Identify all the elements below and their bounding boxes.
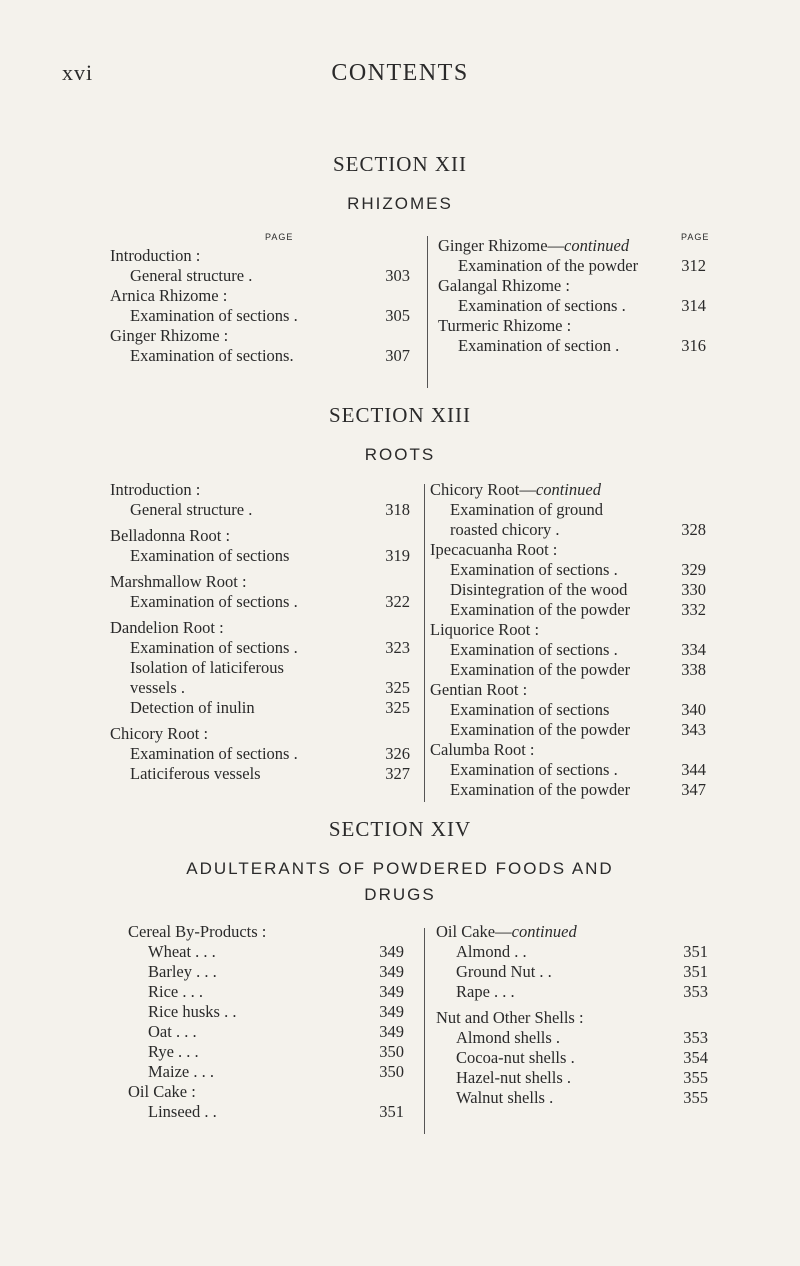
- entry-title: General structure .: [130, 500, 253, 519]
- toc-entry: [128, 1102, 404, 1122]
- entry-page-number: 328: [681, 520, 706, 539]
- entry-title: Galangal Rhizome :: [438, 276, 570, 295]
- toc-entry: [110, 744, 410, 764]
- entry-title: Liquorice Root :: [430, 620, 540, 639]
- continued-heading: Oil Cake—continued: [436, 922, 577, 941]
- toc-entry: [438, 256, 706, 276]
- entry-title: Oat . . .: [148, 1022, 197, 1041]
- toc-subheading: [110, 480, 410, 500]
- entry-page-number: 312: [681, 256, 706, 275]
- entry-title: Isolation of laticiferous: [130, 658, 284, 677]
- toc-subheading: [430, 740, 706, 760]
- toc-column-left: [128, 922, 404, 1122]
- entry-page-number: 344: [681, 760, 706, 779]
- section-14-heading: [0, 817, 800, 908]
- toc-subheading: [110, 658, 410, 678]
- continued-heading: Ginger Rhizome—continued: [438, 236, 630, 255]
- toc-entry: [436, 982, 708, 1002]
- toc-entry: [110, 698, 410, 718]
- entry-page-number: 349: [379, 982, 404, 1001]
- toc-entry: [438, 336, 706, 356]
- toc-entry: [436, 1068, 708, 1088]
- entry-title: roasted chicory .: [450, 520, 560, 539]
- toc-entry: [430, 780, 706, 800]
- entry-page-number: 307: [385, 346, 410, 365]
- toc-subheading: [436, 1008, 708, 1028]
- section-13-toc: [0, 480, 800, 810]
- toc-entry: [436, 962, 708, 982]
- toc-entry: [110, 266, 410, 286]
- entry-title: Examination of the powder: [450, 720, 631, 739]
- entry-page-number: 350: [379, 1062, 404, 1081]
- toc-column-right: [438, 236, 706, 356]
- entry-page-number: 319: [385, 546, 410, 565]
- entry-title: Ipecacuanha Root :: [430, 540, 558, 559]
- toc-entry: [430, 560, 706, 580]
- toc-entry: [110, 764, 410, 784]
- toc-entry: [110, 346, 410, 366]
- toc-entry: [430, 520, 706, 540]
- section-number: SECTION XII: [332, 152, 468, 176]
- entry-title: Arnica Rhizome :: [110, 286, 228, 305]
- section-13-heading: [0, 403, 800, 468]
- toc-entry: [110, 500, 410, 520]
- entry-page-number: 318: [385, 500, 410, 519]
- entry-title: Almond shells .: [456, 1028, 561, 1047]
- entry-title: Examination of the powder: [450, 780, 631, 799]
- toc-entry: [436, 942, 708, 962]
- toc-subheading: [438, 276, 706, 296]
- toc-column-left: [110, 246, 410, 366]
- entry-page-number: 325: [385, 678, 410, 697]
- toc-entry: [128, 1062, 404, 1082]
- running-head: [0, 60, 800, 90]
- entry-title: Examination of section .: [458, 336, 620, 355]
- entry-title: Examination of sections: [130, 546, 290, 565]
- entry-title: Examination of sections .: [450, 760, 618, 779]
- toc-column-left: [110, 480, 410, 784]
- toc-entry: [430, 580, 706, 600]
- entry-title: Examination of sections .: [450, 560, 618, 579]
- entry-page-number: 349: [379, 962, 404, 981]
- entry-title: Laticiferous vessels: [130, 764, 261, 783]
- entry-page-number: 350: [379, 1042, 404, 1061]
- toc-entry: [128, 1042, 404, 1062]
- entry-title: Rape . . .: [456, 982, 515, 1001]
- entry-page-number: 327: [385, 764, 410, 783]
- entry-title: Detection of inulin: [130, 698, 255, 717]
- toc-subheading: [128, 922, 404, 942]
- entry-page-number: 303: [385, 266, 410, 285]
- toc-entry: [438, 296, 706, 316]
- entry-title: Examination of sections: [450, 700, 610, 719]
- entry-page-number: 314: [681, 296, 706, 315]
- entry-title: Ground Nut . .: [456, 962, 552, 981]
- column-divider: [427, 236, 428, 388]
- toc-subheading: [430, 500, 706, 520]
- toc-subheading: [110, 724, 410, 744]
- section-12-toc: [0, 232, 800, 392]
- entry-title: Almond . .: [456, 942, 527, 961]
- toc-entry: [110, 678, 410, 698]
- toc-subheading: [430, 540, 706, 560]
- entry-page-number: 355: [683, 1088, 708, 1107]
- entry-title: Rye . . .: [148, 1042, 199, 1061]
- toc-subheading: [110, 286, 410, 306]
- toc-entry: [430, 640, 706, 660]
- entry-title: Gentian Root :: [430, 680, 528, 699]
- toc-subheading: [110, 526, 410, 546]
- entry-title: Examination of the powder: [450, 660, 631, 679]
- toc-right-list: [436, 942, 708, 1108]
- continued-heading: Chicory Root—continued: [430, 480, 601, 499]
- toc-entry: [436, 1088, 708, 1108]
- toc-column-right: [430, 480, 706, 800]
- section-title: RHIZOMES: [347, 194, 453, 213]
- entry-page-number: 354: [683, 1048, 708, 1067]
- entry-page-number: 340: [681, 700, 706, 719]
- toc-subheading: [110, 618, 410, 638]
- entry-title: Dandelion Root :: [110, 618, 224, 637]
- page-title: CONTENTS: [331, 60, 469, 86]
- entry-title: Examination of ground: [450, 500, 604, 519]
- entry-page-number: 325: [385, 698, 410, 717]
- entry-title: Maize . . .: [148, 1062, 214, 1081]
- toc-entry: [110, 592, 410, 612]
- toc-entry: [430, 720, 706, 740]
- toc-entry: [128, 942, 404, 962]
- toc-entry: [110, 638, 410, 658]
- toc-entry: [436, 1048, 708, 1068]
- entry-page-number: 305: [385, 306, 410, 325]
- entry-page-number: 355: [683, 1068, 708, 1087]
- entry-page-number: 316: [681, 336, 706, 355]
- entry-title: Belladonna Root :: [110, 526, 231, 545]
- toc-subheading: [430, 680, 706, 700]
- entry-title: Barley . . .: [148, 962, 217, 981]
- entry-title: Examination of sections .: [130, 744, 298, 763]
- entry-title: Calumba Root :: [430, 740, 535, 759]
- toc-entry: [436, 1028, 708, 1048]
- entry-title: Introduction :: [110, 246, 201, 265]
- section-14-toc: [0, 922, 800, 1142]
- page-column-label: PAGE: [681, 232, 710, 242]
- entry-page-number: 353: [683, 1028, 708, 1047]
- toc-subheading: [110, 326, 410, 346]
- entry-page-number: 351: [379, 1102, 404, 1121]
- toc-entry: [430, 600, 706, 620]
- entry-page-number: 326: [385, 744, 410, 763]
- entry-title: Linseed . .: [148, 1102, 217, 1121]
- entry-page-number: 334: [681, 640, 706, 659]
- entry-title: Examination of sections.: [130, 346, 294, 365]
- entry-page-number: 349: [379, 1022, 404, 1041]
- entry-title: Marshmallow Root :: [110, 572, 247, 591]
- entry-page-number: 323: [385, 638, 410, 657]
- entry-page-number: 347: [681, 780, 706, 799]
- section-12-heading: [0, 152, 800, 217]
- entry-title: Oil Cake :: [128, 1082, 196, 1101]
- section-title: ADULTERANTS OF POWDERED FOODS AND DRUGS: [186, 859, 614, 904]
- entry-title: Examination of the powder: [450, 600, 631, 619]
- toc-entry: [430, 660, 706, 680]
- entry-title: vessels .: [130, 678, 185, 697]
- toc-right-list: [438, 256, 706, 356]
- entry-page-number: 349: [379, 942, 404, 961]
- entry-page-number: 329: [681, 560, 706, 579]
- entry-page-number: 351: [683, 942, 708, 961]
- entry-page-number: 332: [681, 600, 706, 619]
- entry-title: Turmeric Rhizome :: [438, 316, 572, 335]
- entry-title: Examination of sections .: [130, 638, 298, 657]
- section-number: SECTION XIV: [328, 817, 472, 841]
- entry-title: Introduction :: [110, 480, 201, 499]
- entry-title: Nut and Other Shells :: [436, 1008, 584, 1027]
- toc-subheading: [438, 316, 706, 336]
- toc-entry: [128, 982, 404, 1002]
- toc-subheading: [128, 1082, 404, 1102]
- toc-column-right: [436, 922, 708, 1108]
- entry-title: Examination of sections .: [450, 640, 618, 659]
- page-folio: xvi: [62, 60, 94, 85]
- entry-page-number: 330: [681, 580, 706, 599]
- toc-entry: [110, 306, 410, 326]
- entry-title: Rice . . .: [148, 982, 203, 1001]
- toc-subheading: [110, 572, 410, 592]
- entry-title: Hazel-nut shells .: [456, 1068, 572, 1087]
- entry-title: Rice husks . .: [148, 1002, 237, 1021]
- entry-page-number: 353: [683, 982, 708, 1001]
- toc-entry: [128, 1002, 404, 1022]
- section-number: SECTION XIII: [328, 403, 472, 427]
- column-divider: [424, 928, 425, 1134]
- toc-entry: [110, 546, 410, 566]
- entry-title: Examination of sections .: [130, 306, 298, 325]
- section-title: ROOTS: [364, 445, 436, 464]
- entry-title: Ginger Rhizome :: [110, 326, 229, 345]
- entry-title: Chicory Root :: [110, 724, 209, 743]
- toc-entry: [430, 700, 706, 720]
- entry-page-number: 343: [681, 720, 706, 739]
- page-column-label: PAGE: [265, 232, 294, 242]
- toc-entry: [430, 760, 706, 780]
- entry-page-number: 338: [681, 660, 706, 679]
- entry-page-number: 322: [385, 592, 410, 611]
- entry-title: Walnut shells .: [456, 1088, 554, 1107]
- entry-title: Examination of the powder: [458, 256, 639, 275]
- entry-page-number: 349: [379, 1002, 404, 1021]
- toc-entry: [128, 1022, 404, 1042]
- entry-title: Cereal By-Products :: [128, 922, 267, 941]
- toc-subheading: [430, 620, 706, 640]
- column-divider: [424, 484, 425, 802]
- toc-right-list: [430, 500, 706, 800]
- entry-title: Examination of sections .: [458, 296, 626, 315]
- entry-title: Wheat . . .: [148, 942, 216, 961]
- entry-title: Examination of sections .: [130, 592, 298, 611]
- entry-title: General structure .: [130, 266, 253, 285]
- entry-page-number: 351: [683, 962, 708, 981]
- toc-entry: [128, 962, 404, 982]
- entry-title: Cocoa-nut shells .: [456, 1048, 575, 1067]
- entry-title: Disintegration of the wood: [450, 580, 628, 599]
- toc-subheading: [110, 246, 410, 266]
